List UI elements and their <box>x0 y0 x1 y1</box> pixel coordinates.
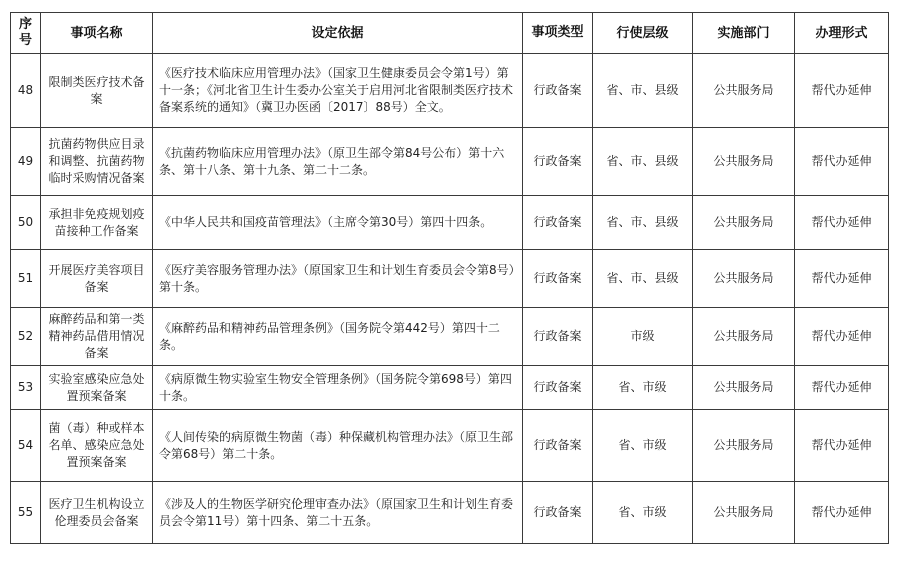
cell-basis: 《医疗美容服务管理办法》（原国家卫生和计划生育委员会令第8号）第十条。 <box>153 250 523 308</box>
table-header-row <box>11 13 889 54</box>
cell-level: 省、市级 <box>593 410 693 482</box>
table-row <box>11 482 889 544</box>
cell-seq: 54 <box>11 410 41 482</box>
cell-form: 帮代办延伸 <box>795 366 889 410</box>
cell-basis: 《涉及人的生物医学研究伦理审查办法》（原国家卫生和计划生育委员会令第11号）第十四条、第二十五条。 <box>153 482 523 544</box>
cell-seq: 50 <box>11 196 41 250</box>
cell-dept: 公共服务局 <box>693 250 795 308</box>
cell-basis: 《病原微生物实验室生物安全管理条例》（国务院令第698号）第四十条。 <box>153 366 523 410</box>
cell-name: 开展医疗美容项目备案 <box>41 250 153 308</box>
header-basis: 设定依据 <box>153 13 523 54</box>
table-row <box>11 308 889 366</box>
cell-dept: 公共服务局 <box>693 308 795 366</box>
table-row <box>11 128 889 196</box>
cell-level: 省、市级 <box>593 482 693 544</box>
cell-type: 行政备案 <box>523 308 593 366</box>
cell-level: 省、市、县级 <box>593 128 693 196</box>
header-level: 行使层级 <box>593 13 693 54</box>
cell-basis: 《人间传染的病原微生物菌（毒）种保藏机构管理办法》（原卫生部令第68号）第二十条。 <box>153 410 523 482</box>
table-row <box>11 196 889 250</box>
cell-dept: 公共服务局 <box>693 196 795 250</box>
cell-type: 行政备案 <box>523 196 593 250</box>
cell-type: 行政备案 <box>523 482 593 544</box>
cell-form: 帮代办延伸 <box>795 410 889 482</box>
cell-type: 行政备案 <box>523 250 593 308</box>
cell-dept: 公共服务局 <box>693 366 795 410</box>
cell-name: 麻醉药品和第一类精神药品借用情况备案 <box>41 308 153 366</box>
cell-form: 帮代办延伸 <box>795 308 889 366</box>
cell-dept: 公共服务局 <box>693 128 795 196</box>
header-dept: 实施部门 <box>693 13 795 54</box>
cell-form: 帮代办延伸 <box>795 54 889 128</box>
cell-type: 行政备案 <box>523 366 593 410</box>
cell-seq: 49 <box>11 128 41 196</box>
cell-name: 抗菌药物供应目录和调整、抗菌药物临时采购情况备案 <box>41 128 153 196</box>
cell-dept: 公共服务局 <box>693 54 795 128</box>
policy-table-container <box>10 12 888 544</box>
cell-form: 帮代办延伸 <box>795 250 889 308</box>
table-row <box>11 410 889 482</box>
header-type: 事项类型 <box>523 13 593 54</box>
cell-name: 限制类医疗技术备案 <box>41 54 153 128</box>
cell-name: 承担非免疫规划疫苗接种工作备案 <box>41 196 153 250</box>
cell-form: 帮代办延伸 <box>795 128 889 196</box>
cell-name: 菌（毒）种或样本名单、感染应急处置预案备案 <box>41 410 153 482</box>
table-row <box>11 54 889 128</box>
cell-dept: 公共服务局 <box>693 482 795 544</box>
header-name: 事项名称 <box>41 13 153 54</box>
cell-type: 行政备案 <box>523 410 593 482</box>
header-seq: 序号 <box>11 13 41 54</box>
cell-dept: 公共服务局 <box>693 410 795 482</box>
cell-seq: 53 <box>11 366 41 410</box>
cell-name: 实验室感染应急处置预案备案 <box>41 366 153 410</box>
cell-type: 行政备案 <box>523 54 593 128</box>
header-form: 办理形式 <box>795 13 889 54</box>
cell-form: 帮代办延伸 <box>795 482 889 544</box>
cell-level: 省、市、县级 <box>593 250 693 308</box>
cell-basis: 《中华人民共和国疫苗管理法》（主席令第30号）第四十四条。 <box>153 196 523 250</box>
cell-basis: 《医疗技术临床应用管理办法》（国家卫生健康委员会令第1号）第十一条；《河北省卫生计生委办公室关于启用河北省限制类医疗技术备案系统的通知》（冀卫办医函〔2017〕88号）全文。 <box>153 54 523 128</box>
cell-level: 市级 <box>593 308 693 366</box>
cell-basis: 《麻醉药品和精神药品管理条例》（国务院令第442号）第四十二条。 <box>153 308 523 366</box>
cell-basis: 《抗菌药物临床应用管理办法》（原卫生部令第84号公布）第十六条、第十八条、第十九条、第二十二条。 <box>153 128 523 196</box>
cell-seq: 52 <box>11 308 41 366</box>
cell-level: 省、市、县级 <box>593 196 693 250</box>
table-row <box>11 366 889 410</box>
cell-level: 省、市、县级 <box>593 54 693 128</box>
cell-form: 帮代办延伸 <box>795 196 889 250</box>
table-row <box>11 250 889 308</box>
admin-filing-table <box>10 12 889 544</box>
cell-name: 医疗卫生机构设立伦理委员会备案 <box>41 482 153 544</box>
cell-seq: 48 <box>11 54 41 128</box>
cell-level: 省、市级 <box>593 366 693 410</box>
cell-seq: 55 <box>11 482 41 544</box>
cell-seq: 51 <box>11 250 41 308</box>
cell-type: 行政备案 <box>523 128 593 196</box>
